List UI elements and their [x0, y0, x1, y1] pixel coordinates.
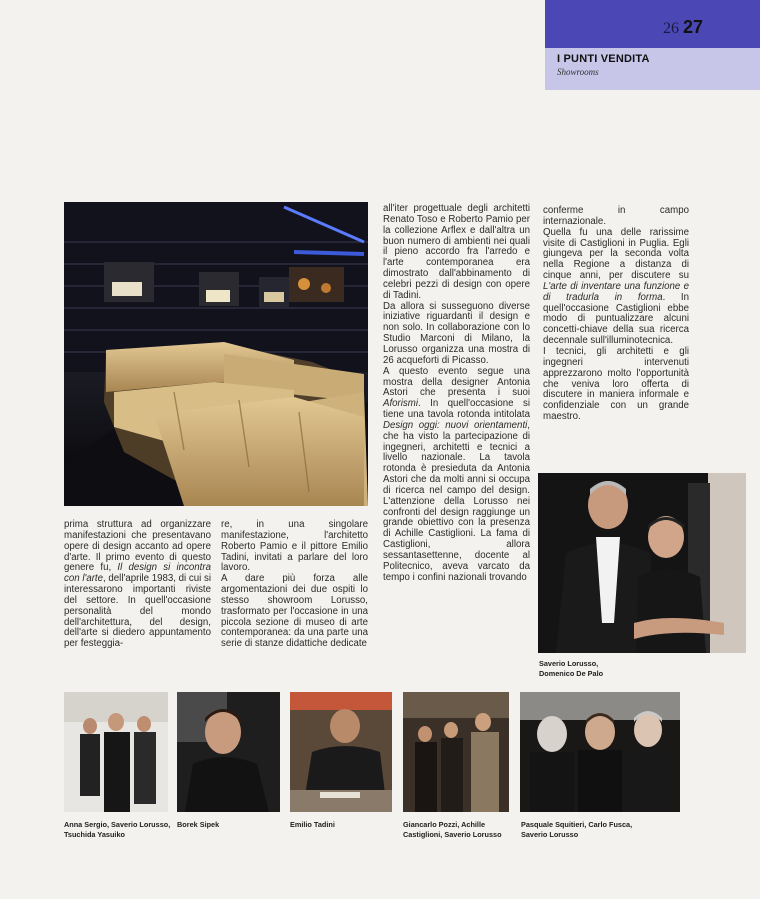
thumb-caption-4-line-1: Giancarlo Pozzi, Achille: [403, 820, 486, 829]
event-photo-2: [177, 692, 280, 812]
event-photo-4: [403, 692, 509, 812]
thumb-caption-2: [177, 820, 219, 830]
col1-text-b: , dell'aprile 1983, di cui si interessarono importanti riviste del settore. In quell'occasione personalità del mondo dell'architettura, del design, dell'arte si diedero appuntamento per festeggia-: [64, 573, 211, 650]
col4-paragraph-3: I tecnici, gli architetti e gli ingegneri intervenuti apprezzarono molto l'opportunità che veniva loro offerta di discutere in maniera informale e confidenziale con un grande maestro.: [543, 345, 689, 423]
col4-paragraph-1: conferme in campo internazionale.: [543, 205, 689, 227]
showroom-sofa-photo: [64, 202, 368, 506]
text-column-1: [64, 520, 211, 650]
section-header: [545, 0, 760, 90]
thumb-caption-3: [290, 820, 335, 830]
col4-text-b: . In quell'occasione Castiglioni ebbe modo di puntualizzare alcuni concetti-chiave della sua ricerca decennale sull'illuminotecnica.: [543, 291, 689, 347]
event-photo-5: [520, 692, 680, 812]
text-column-3: [383, 204, 530, 584]
portrait-caption-line-2: Domenico De Palo: [539, 669, 604, 678]
thumb-caption-3-line-1: Emilio Tadini: [290, 820, 335, 829]
text-column-4: [543, 206, 689, 423]
col3-paragraph-2: Da allora si susseguono diverse iniziative riguardanti il design e non solo. In collaborazione con lo Studio Marconi di Milano, la Lorusso organizza una mostra di 26 acqueforti di Picasso.: [383, 300, 530, 366]
thumb-caption-2-line-1: Borek Sipek: [177, 820, 220, 829]
portrait-caption-line-1: Saverio Lorusso,: [539, 659, 599, 668]
col1-title-italic: Il design si incontra con l'arte: [64, 562, 211, 585]
thumb-caption-4-line-2: Castiglioni, Saverio Lorusso: [403, 830, 502, 839]
thumb-caption-1-line-2: Tsuchida Yasuiko: [64, 830, 125, 839]
col4-text-a: Quella fu una delle rarissime visite di Castiglioni in Puglia. Egli giungeva per la seconda volta nella Regione a distanza di cinque anni, per discutere su: [543, 226, 689, 282]
thumb-caption-1-line-1: Anna Sergio, Saverio Lorusso,: [64, 820, 171, 829]
page-number-left: 26: [663, 20, 679, 37]
col3-text-c: , che ha visto la partecipazione di ingegneri, architetti e tecnici a livello nazionale. La tavola rotonda è presieduta da Antonia Astori che da molti anni si occupa di ricerca nel campo del design. L'attenzione della Lorusso nei confronti del design raggiunge un grande obiettivo con la presenza di Achille Castiglioni. La fama di Castiglioni, allora sessantasettenne, docente al Politecnico, aveva varcato da tempo i confini nazionali trovando: [383, 419, 530, 583]
thumb-caption-5-line-1: Pasquale Squitieri, Carlo Fusca,: [521, 820, 633, 829]
col4-title-italic: L'arte di inventare una funzione e di tradurla in forma: [543, 280, 689, 303]
col3-text-b: . In quell'occasione si tiene una tavola rotonda intitolata: [383, 398, 530, 421]
col3-text-a: A questo evento segue una mostra della designer Antonia Astori che presenta i suoi: [383, 365, 530, 399]
page-number-right: 27: [683, 17, 704, 37]
col2-paragraph-2: A dare più forza alle argomentazioni dei due ospiti lo stesso showroom Lorusso, trasformato per l'occasione in una piccola sezione di museo di arte contemporanea: da una parte una serie di stanze didattiche dedicate: [221, 573, 368, 650]
portrait-photo: [538, 473, 746, 653]
col1-text-a: prima struttura ad organizzare manifestazioni che presentavano opere di design accanto ad opere d'arte. Il primo evento di questo genere fu,: [64, 519, 211, 574]
thumb-caption-5-line-2: Saverio Lorusso: [521, 830, 579, 839]
thumb-caption-5: [521, 820, 632, 840]
col2-paragraph-1: re, in una singolare manifestazione, l'architetto Roberto Pamio e il pittore Emilio Tadini, invitati a parlare del loro lavoro.: [221, 519, 368, 574]
col3-title-design-oggi: Design oggi: nuovi orientamenti: [383, 419, 528, 431]
event-photo-1: [64, 692, 168, 812]
header-accent-bar: [545, 0, 760, 48]
section-subtitle: Showrooms: [557, 67, 599, 77]
col3-title-aforismi: Aforismi: [383, 398, 418, 410]
thumb-caption-4: [403, 820, 502, 840]
event-photo-3: [290, 692, 392, 812]
col3-paragraph-1: all'iter progettuale degli architetti Renato Toso e Roberto Pamio per la collezione Arflex e dall'altra un buon numero di ambienti nei quali il pieno accordo fra l'arredo e l'arte contemporanea era dimostrato dall'abbinamento di celebri pezzi di design con opere di Tadini.: [383, 203, 530, 301]
text-column-2: [221, 520, 368, 650]
portrait-caption: [539, 659, 603, 679]
section-title: I PUNTI VENDITA: [557, 53, 650, 65]
thumb-caption-1: [64, 820, 170, 840]
